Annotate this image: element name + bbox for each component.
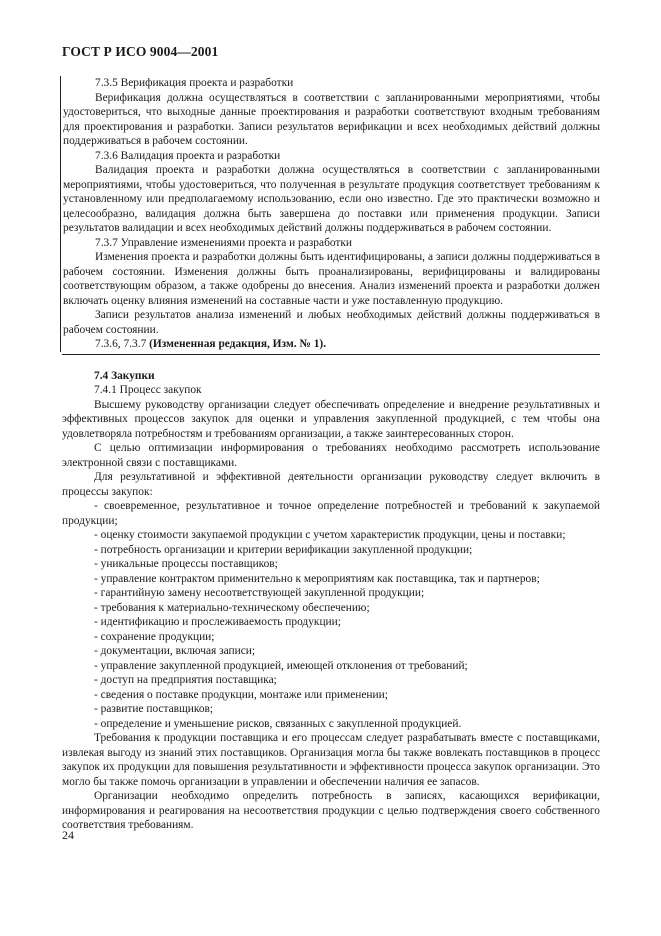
amendment-ref: 7.3.6, 7.3.7 xyxy=(95,338,150,350)
list-item: - развитие поставщиков; xyxy=(94,703,214,715)
section-735-heading: 7.3.5 Верификация проекта и разработки xyxy=(95,77,294,89)
list-item: - управление контрактом применительно к мероприятиям как поставщика, так и партнеров; xyxy=(94,572,540,585)
section-74-para-2: С целью оптимизации информирования о требованиях необходимо рассмотреть использование электронной связи с поставщиками. xyxy=(62,442,600,469)
section-737-body-2: Записи результатов анализа изменений и любых необходимых действий должны поддерживаться в рабочем состоянии. xyxy=(63,309,600,336)
list-item: - оценку стоимости закупаемой продукции с учетом характеристик продукции, цены и поставки; xyxy=(94,529,566,541)
list-item: - требования к материально-техническому обеспечению; xyxy=(94,601,370,614)
amendment-label: (Измененная редакция, Изм. № 1). xyxy=(149,338,327,350)
list-item: - своевременное, результативное и точное определение потребностей и требований к закупаемой продукции; xyxy=(62,500,600,527)
list-item: - потребность организации и критерии верификации закупленной продукции; xyxy=(94,543,473,556)
page-content xyxy=(62,76,600,833)
section-divider xyxy=(62,354,600,355)
list-item: - сохранение продукции; xyxy=(94,630,215,643)
section-74-heading: 7.4 Закупки xyxy=(94,369,155,382)
amendment-note xyxy=(61,337,600,352)
section-736-body: Валидация проекта и разработки должна осуществляться в соответствии с запланированными мероприятиями, чтобы удостовериться, что полученная в результате продукция соответствует требованиям к установленному или предполагаемому использованию, если оно известно. Где это практически возможно и целесообразно, валидация должна быть завершена до поставки или применения продукции. Записи результатов валидации и всех необходимых действий должны поддерживаться в рабочем состоянии. xyxy=(63,164,600,234)
list-item: - управление закупленной продукцией, имеющей отклонения от требований; xyxy=(94,659,468,672)
section-735-body: Верификация должна осуществляться в соответствии с запланированными мероприятиями, чтобы удостовериться, что выходные данные проектирования и разработки соответствуют входным требованиям для проектирования и разработки. Записи результатов верификации и всех необходимых действий должны поддерживаться в рабочем состоянии. xyxy=(63,91,600,147)
list-item: - сведения о поставке продукции, монтаже или применении; xyxy=(94,688,388,701)
list-item: - доступ на предприятия поставщика; xyxy=(94,674,277,686)
section-74-para-5: Организации необходимо определить потребность в записях, касающихся верификации, информирования и реагирования на несоответствия продукции с целью подтверждения своего собственного соответствия требованиям. xyxy=(62,790,600,831)
page-number: 24 xyxy=(62,828,74,842)
list-item: - определение и уменьшение рисков, связанных с закупленной продукцией. xyxy=(94,717,462,730)
list-item: - гарантийную замену несоответствующей закупленной продукции; xyxy=(94,587,425,599)
list-item: - идентификацию и прослеживаемость продукции; xyxy=(94,616,341,628)
list-item: - документации, включая записи; xyxy=(94,645,256,657)
section-74-para-4: Требования к продукции поставщика и его процессам следует разрабатывать вместе с поставщиками, извлекая выгоду из знаний этих поставщиков. Организация могла бы также вовлекать поставщиков в процесс закупок их продукции для повышения результативности и эффективности процесса закупок организации. Это могло бы также помочь организации в управлении и обеспечении наличия ее запасов. xyxy=(62,732,600,788)
section-741-heading: 7.4.1 Процесс закупок xyxy=(94,384,202,396)
section-737-body-1: Изменения проекта и разработки должны быть идентифицированы, а записи должны поддерживаться в рабочем состоянии. Изменения должны быть проанализированы, верифицированы и валидированы соответствующим образом, а также одобрены до внесения. Анализ изменений проекта и разработки должен включать оценку влияния изменений на составные части и уже поставленную продукцию. xyxy=(63,251,600,307)
procurement-list xyxy=(62,499,600,731)
section-74-para-1: Высшему руководству организации следует обеспечивать определение и внедрение результативных и эффективных процессов закупок для оценки и управления закупленной продукцией, с тем чтобы она удовлетворяла потребностям и требованиям организации, а также заинтересованных сторон. xyxy=(62,398,600,440)
section-737-heading: 7.3.7 Управление изменениями проекта и разработки xyxy=(95,236,353,249)
amended-section xyxy=(60,76,600,352)
section-736-heading: 7.3.6 Валидация проекта и разработки xyxy=(95,149,281,162)
document-header: ГОСТ Р ИСО 9004—2001 xyxy=(62,44,219,59)
list-item: - уникальные процессы поставщиков; xyxy=(94,558,278,570)
section-74-para-3: Для результативной и эффективной деятельности организации руководству следует включить в процессы закупок: xyxy=(62,471,600,498)
